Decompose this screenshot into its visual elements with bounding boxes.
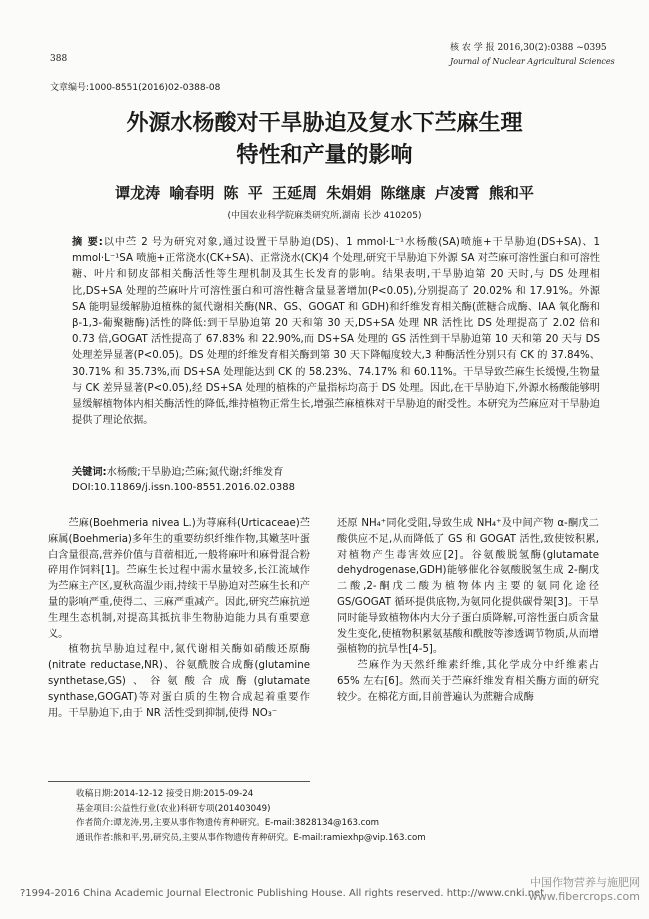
paper-title [0, 108, 649, 172]
footnote-fund: 基金项目:公益性行业(农业)科研专项(201403049) [76, 803, 271, 814]
body-paragraph: 植物抗旱胁迫过程中,氮代谢相关酶如硝酸还原酶(nitrate reductase,NR)、谷氨酰胺合成酶(glutamine synthetase,GS)、谷氨酸合成酶(glutamate synthase,GOGAT)等对蛋白质的生物合成起着重要作用。干旱胁迫下,由于 NR 活性受到抑制,使得 NO₃⁻ [48, 644, 310, 719]
footnotes [76, 787, 596, 845]
footnote-received: 收稿日期:2014-12-12 接受日期:2015-09-24 [76, 789, 254, 799]
page-number: 388 [50, 54, 68, 64]
keywords [72, 463, 600, 478]
body-paragraph: 苎麻作为天然纤维素纤维,其化学成分中纤维素占 65% 左右[6]。然而关于苎麻纤维发育相关酶方面的研究较少。在棉花方面,目前普遍认为蔗糖合成酶 [337, 660, 599, 703]
title-line-1: 外源水杨酸对干旱胁迫及复水下苎麻生理 [126, 111, 523, 136]
article-number: 文章编号:1000-8551(2016)02-0388-08 [50, 83, 221, 93]
footnote-author: 作者简介:谭龙涛,男,主要从事作物遗传育种研究。E-mail:3828134@163.com [76, 818, 380, 828]
author-list: 谭龙涛 喻春明 陈 平 王延周 朱娟娟 陈继康 卢凌霄 熊和平 [115, 184, 534, 202]
watermark-line-1: 中国作物营养与施肥网 [530, 876, 640, 889]
watermark-line-2: www.fibercrops.com [528, 890, 640, 903]
journal-header [450, 42, 620, 68]
keywords-text: 水杨酸;干旱胁迫;苎麻;氮代谢;纤维发育 [106, 467, 284, 478]
body-column-right [337, 516, 599, 706]
abstract-text: 以中苎 2 号为研究对象,通过设置干旱胁迫(DS)、1 mmol·L⁻¹水杨酸(SA)喷施+干旱胁迫(DS+SA)、1 mmol·L⁻¹SA 喷施+正常浇水(CK+SA)、正常浇水(CK)4 个处理,研究干旱胁迫下外源 SA 对苎麻可溶性蛋白和可溶性糖、叶片和韧皮部相关酶活性等生理机制及其生长发育的影响。结果表明,干旱胁迫第 20 天时,与 DS 处理相比,DS+SA 处理的苎麻叶片可溶性蛋白和可溶性糖含量显著增加(P<0.05),分别提高了 20.02% 和 17.91%。外源 SA 能明显缓解胁迫植株的氮代谢相关酶(NR、GS、GOGAT 和 GDH)和纤维发育相关酶(蔗糖合成酶、IAA 氧化酶和 β-1,3-葡聚糖酶)活性的降低:到干旱胁迫第 20 天和第 30 天,DS+SA 处理 NR 活性比 DS 处理提高了 2.02 倍和 0.73 倍,GOGAT 活性提高了 67.83% 和 22.90%,而 DS+SA 处理的 GS 活性到干旱胁迫第 10 天和第 20 天与 DS 处理差异显著(P<0.05)。DS 处理的纤维发育相关酶到第 30 天下降幅度较大,3 种酶活性分别只有 CK 的 37.84%、30.71% 和 35.73%,而 DS+SA 处理能达到 CK 的 58.23%、74.17% 和 60.11%。干旱导致苎麻生长缓慢,生物量与 CK 差异显著(P<0.05),经 DS+SA 处理的植株的产量指标均高于 DS 处理。因此,在干旱胁迫下,外源水杨酸能够明显缓解植物体内相关酶活性的降低,维持植物正常生长,增强苎麻植株对干旱胁迫的耐受性。本研究为苎麻应对干旱胁迫提供了理论依据。 [72, 237, 600, 427]
copyright-notice: ?1994-2016 China Academic Journal Electronic Publishing House. All rights reserved. http://www.cnki.net [20, 888, 545, 899]
journal-name-cn: 核 农 学 报 2016,30(2):0388 ~0395 [450, 43, 607, 53]
watermark [500, 876, 640, 904]
abstract-label: 摘 要: [72, 237, 103, 248]
body-column-left [48, 516, 310, 721]
abstract [72, 235, 600, 429]
body-paragraph: 苎麻(Boehmeria nivea L.)为荨麻科(Urticaceae)苎麻属(Boehmeria)多年生的重要纺织纤维作物,其嫩茎叶蛋白含量很高,营养价值与苜蓿相近,一般将麻叶和麻骨混合粉碎用作饲料[1]。苎麻生长过程中需水量较多,长江流域作为苎麻主产区,夏秋高温少雨,持续干旱胁迫对苎麻生长和产量的影响严重,使得二、三麻严重减产。因此,研究苎麻抗逆生理生态机制,对提高其抵抗非生物胁迫能力具有重要意义。 [48, 518, 310, 640]
title-line-2: 特性和产量的影响 [236, 143, 413, 168]
keywords-label: 关键词: [72, 467, 107, 478]
footnote-corresponding: 通讯作者:熊和平,男,研究员,主要从事作物遗传育种研究。E-mail:ramiexhp@vip.163.com [76, 832, 426, 843]
affiliation: (中国农业科学院麻类研究所,湖南 长沙 410205) [227, 211, 422, 221]
journal-name-en: Journal of Nuclear Agricultural Sciences [450, 57, 615, 66]
footnote-divider [48, 781, 310, 782]
doi: DOI:10.11869/j.issn.100-8551.2016.02.0388 [72, 482, 295, 493]
body-paragraph: 还原 NH₄⁺同化受阻,导致生成 NH₄⁺及中间产物 α-酮戊二酸供应不足,从而降低了 GS 和 GOGAT 活性,致使铵积累,对植物产生毒害效应[2]。谷氨酸脱氢酶(glutamate dehydrogenase,GDH)能够催化谷氨酸脱氢生成 2-酮戊二酸,2-酮戊二酸为植物体内主要的氨同化途径 GS/GOGAT 循环提供底物,为氨同化提供碳骨架[3]。干旱同时能导致植物体内大分子蛋白质降解,可溶性蛋白质含量发生变化,使植物积累氨基酸和酰胺等渗透调节物质,从而增强植物的抗旱性[4-5]。 [337, 518, 599, 656]
